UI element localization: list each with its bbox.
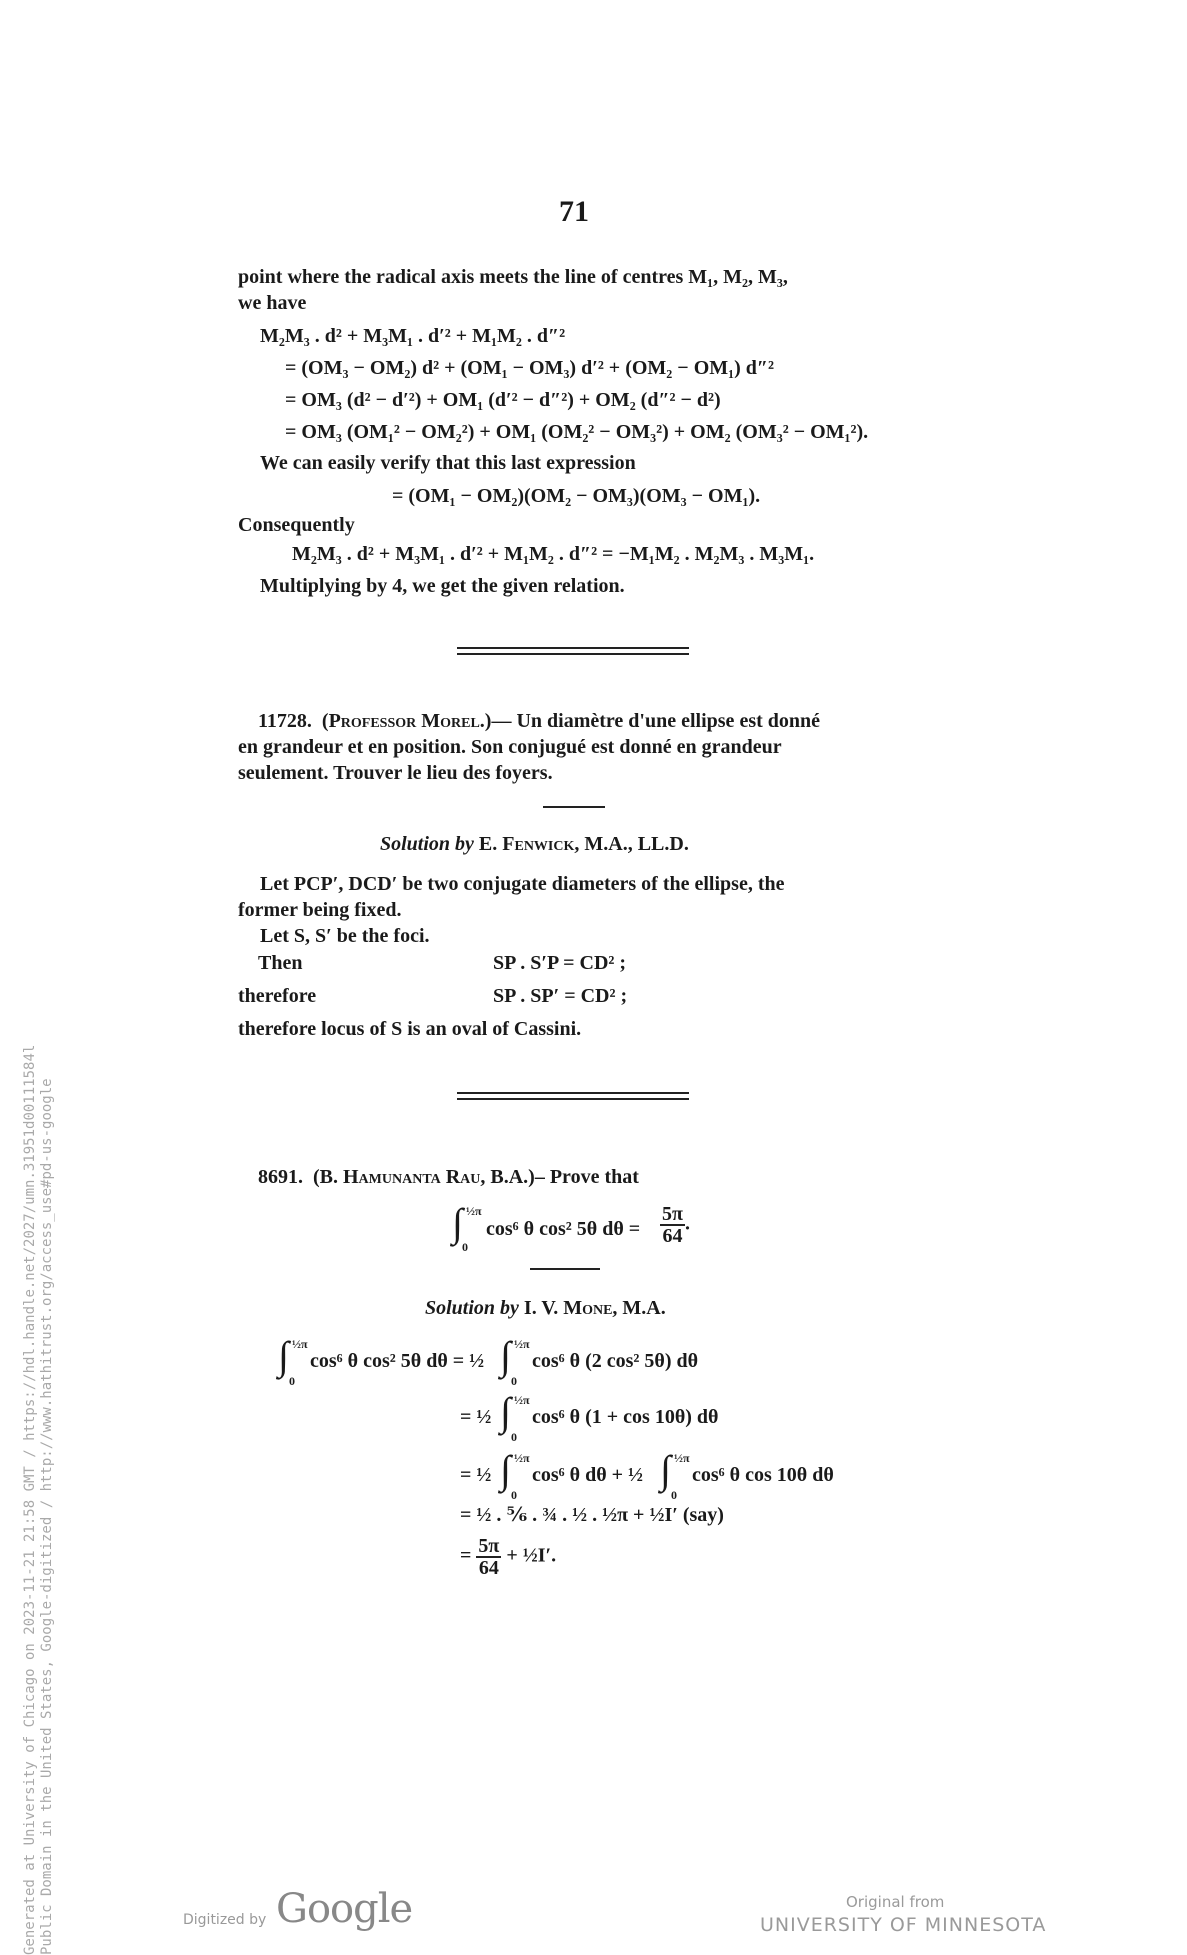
solution-text: Let S, S′ be the foci. (260, 925, 430, 947)
equation-line: SP . S′P = CD² ; (493, 952, 627, 974)
problem-author: (Professor Morel.)— (321, 710, 512, 732)
integral-sign: ∫ (278, 1333, 289, 1378)
equation-line: cos⁶ θ dθ + ½ (532, 1464, 644, 1486)
equation-line: M₂M₃ . d² + M₃M₁ . d′² + M₁M₂ . d″² = −M₁M₂ . M₂M₃ . M₃M₁. (292, 543, 815, 565)
problem-text: en grandeur et en position. Son conjugué est donné en grandeur (238, 736, 782, 758)
equation-line: SP . SP′ = CD² ; (493, 985, 628, 1007)
integral-lower-limit: 0 (671, 1488, 677, 1502)
integral-sign: ∫ (500, 1447, 511, 1492)
equals-sign: = (460, 1544, 472, 1567)
integral-upper-limit: ½π (514, 1393, 530, 1407)
fraction-numerator: 5π (478, 1535, 500, 1557)
short-rule (530, 1268, 600, 1270)
section-divider (457, 653, 689, 655)
equation-line: M₂M₃ . d² + M₃M₁ . d′² + M₁M₂ . d″² (260, 325, 566, 347)
solution-text: former being fixed. (238, 899, 402, 921)
equation-line: = ½ . ⅚ . ¾ . ½ . ½π + ½I′ (say) (460, 1504, 724, 1526)
integral-lower-limit: 0 (511, 1430, 517, 1444)
solution-label: Solution by (425, 1297, 519, 1319)
integral-lower-limit: 0 (511, 1488, 517, 1502)
solution-text: therefore locus of S is an oval of Cassini. (238, 1018, 582, 1040)
equation-line: cos⁶ θ (1 + cos 10θ) dθ (532, 1406, 719, 1428)
equation-line (460, 1536, 556, 1578)
solver-name: I. V. Mone, M.A. (523, 1297, 666, 1319)
solution-heading (380, 831, 689, 857)
problem-text: seulement. Trouver le lieu des foyers. (238, 762, 553, 784)
integral-upper-limit: ½π (514, 1451, 530, 1465)
equation-line: = (OM₁ − OM₂)(OM₂ − OM₃)(OM₃ − OM₁). (392, 485, 761, 507)
university-label: UNIVERSITY OF MINNESOTA (760, 1914, 1047, 1936)
integral-sign: ∫ (660, 1447, 671, 1492)
integral-sign: ∫ (500, 1333, 511, 1378)
equation-line: cos⁶ θ cos 10θ dθ (692, 1464, 834, 1486)
problem-number: 11728. (258, 710, 312, 732)
problem-text: Prove that (549, 1166, 639, 1188)
solution-text: Let PCP′, DCD′ be two conjugate diameters of the ellipse, the (260, 873, 785, 895)
solution-heading (425, 1295, 666, 1321)
section-divider (457, 647, 689, 649)
equation-tail: + ½I′. (506, 1544, 557, 1567)
therefore-word: therefore (238, 985, 317, 1007)
integral-lower-limit: 0 (289, 1374, 295, 1388)
problem-text: Un diamètre d'une ellipse est donné (516, 710, 821, 732)
problem-author: (B. Hamunanta Rau, B.A.)– (313, 1166, 545, 1188)
original-from-label: Original from (846, 1893, 945, 1911)
integral-sign: ∫ (452, 1200, 463, 1245)
section-divider (457, 1098, 689, 1100)
watermark-line: Public Domain in the United States, Google-digitized / http://www.hathitrust.org/access_use#pd-us-google (39, 1078, 55, 1955)
integral-lower-limit: 0 (511, 1374, 517, 1388)
solver-name: E. Fenwick, M.A., LL.D. (478, 833, 689, 855)
equation-line: cos⁶ θ (2 cos² 5θ) dθ (532, 1350, 699, 1372)
problem-heading (258, 708, 820, 734)
proof-line: Multiplying by 4, we get the given relation. (260, 575, 625, 597)
proof-line: we have (238, 292, 307, 314)
fraction-denominator: 64 (478, 1557, 499, 1579)
problem-heading (258, 1164, 639, 1190)
integral-lower-limit: 0 (462, 1240, 468, 1254)
fraction-numerator: 5π (662, 1203, 683, 1225)
equation-line: = (OM₃ − OM₂) d² + (OM₁ − OM₃) d′² + (OM₂ − OM₁) d″² (285, 357, 774, 379)
digitized-by-label: Digitized by (183, 1912, 267, 1928)
integral-upper-limit: ½π (514, 1337, 530, 1351)
equation-line: = ½ (460, 1464, 492, 1486)
google-logo: Google (276, 1886, 413, 1932)
equation-line: cos⁶ θ cos² 5θ dθ = ½ (310, 1350, 485, 1372)
problem-number: 8691. (258, 1166, 303, 1188)
page-number: 71 (559, 195, 589, 228)
equation-line: = OM₃ (OM₁² − OM₂²) + OM₁ (OM₂² − OM₃²) + OM₂ (OM₃² − OM₁²). (285, 421, 869, 443)
equation-line: = OM₃ (d² − d′²) + OM₁ (d′² − d″²) + OM₂ (d″² − d²) (285, 389, 721, 411)
solution-label: Solution by (380, 833, 474, 855)
integral-upper-limit: ½π (466, 1204, 482, 1218)
result-fraction: $\frac{5\pi}{64}$ . (662, 1203, 690, 1247)
proof-line: Consequently (238, 514, 355, 536)
integral-upper-limit: ½π (674, 1451, 690, 1465)
fraction-denominator: 64 (662, 1225, 683, 1247)
short-rule (543, 806, 605, 808)
access-watermark (22, 1045, 56, 1955)
proof-line: We can easily verify that this last expression (260, 452, 636, 474)
equation-line: = ½ (460, 1406, 492, 1428)
integral-sign: ∫ (500, 1389, 511, 1434)
watermark-line: Generated at University of Chicago on 2023-11-21 21:58 GMT / https://hdl.handle.net/2027/umn.31951d00111584l (22, 1044, 38, 1955)
integrand: cos⁶ θ cos² 5θ dθ = (486, 1218, 641, 1240)
section-divider (457, 1092, 689, 1094)
proof-line: point where the radical axis meets the line of centres M₁, M₂, M₃, (238, 266, 788, 288)
then-word: Then (258, 952, 303, 974)
integral-upper-limit: ½π (292, 1337, 308, 1351)
